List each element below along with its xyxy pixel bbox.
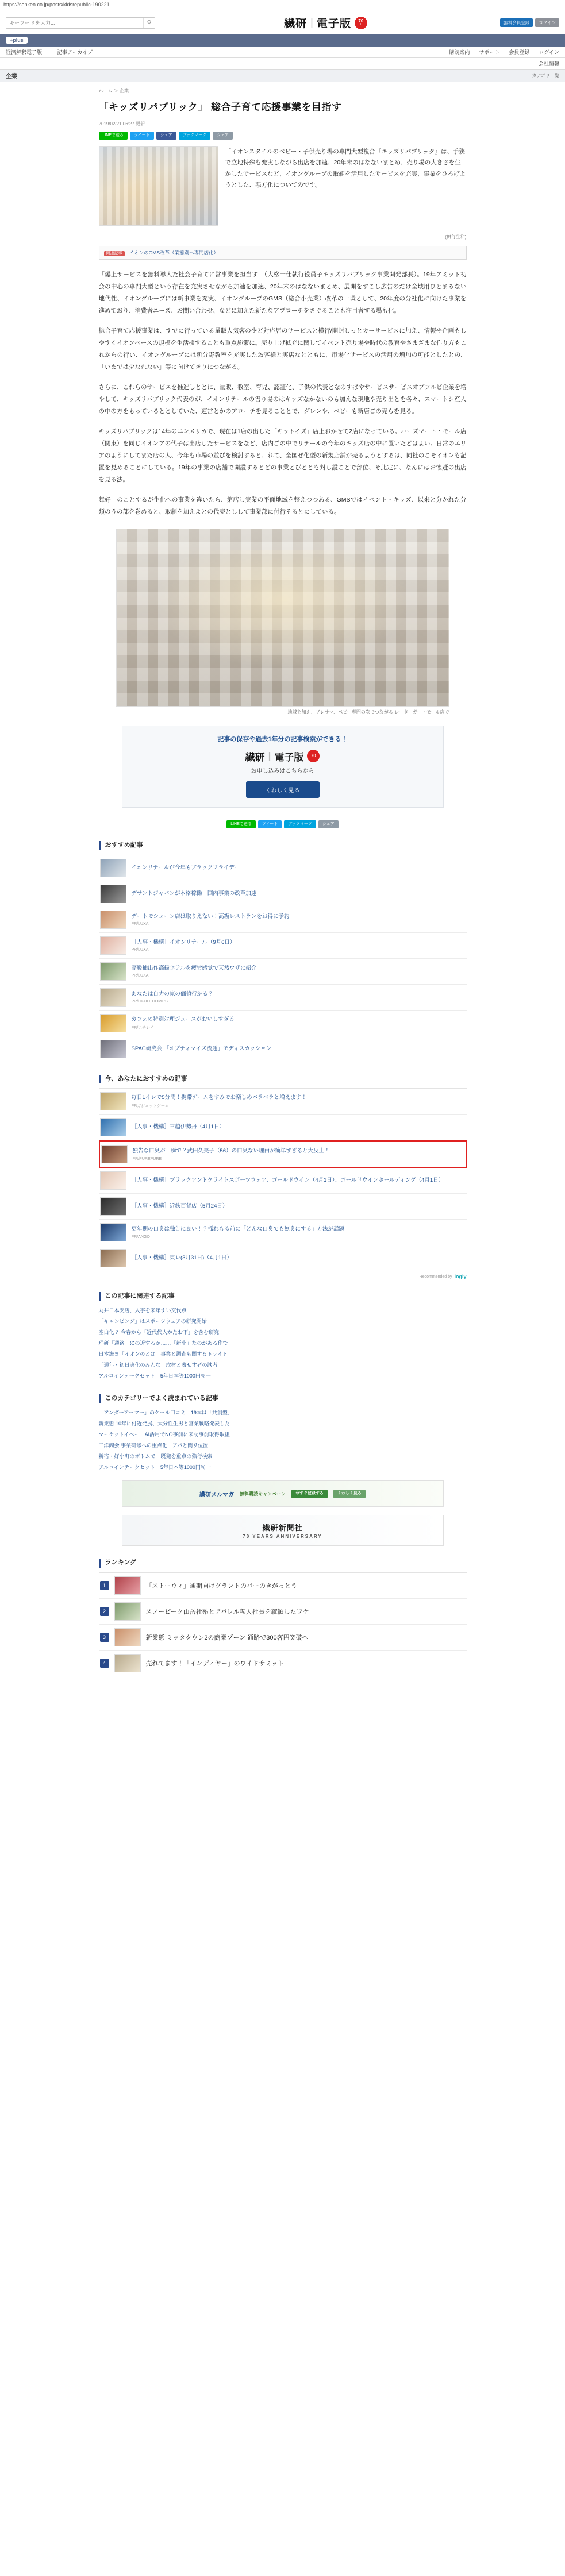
list-item-title[interactable]: 毎日1イレで5分間！携帯ゲームをすみでお楽しめバラベラと増えます！ <box>131 1094 307 1101</box>
list-item-source: PR/ANGO <box>131 1235 150 1239</box>
breadcrumb[interactable]: ホーム ＞ 企業 <box>98 88 129 94</box>
header-right <box>456 18 559 27</box>
popular-article-link[interactable]: 三洋商会 事業研修への重点化 アパと関リ位置 <box>98 1442 209 1448</box>
list-item-title[interactable]: SPAC研究会 「オプティマイズ流通」モディスカッション <box>131 1045 272 1052</box>
share-facebook-button[interactable]: シェア <box>156 132 176 140</box>
recommend-heading: おすすめ記事 <box>99 841 467 850</box>
list-item-source: PR/LUXA <box>131 948 149 952</box>
list-item[interactable] <box>99 933 467 959</box>
list-item-title[interactable]: デサントジャパンが本格稼働 国内事業の改革加速 <box>131 890 257 897</box>
list-item[interactable] <box>99 959 467 985</box>
rank-number: 1 <box>100 1581 109 1590</box>
list-item-title[interactable]: 更年期の口臭は独告に良い！？揺れもる前に「どんな口臭でも無臭にする」方法が話題 <box>131 1226 345 1233</box>
mailmagazine-title: 繊研メルマガ <box>199 1491 235 1498</box>
list-item-title[interactable]: ［人事・機構］近鉄百貨店（5月24日） <box>131 1202 228 1209</box>
ranking-list <box>99 1572 467 1676</box>
thumbnail-image <box>100 1040 126 1058</box>
reco2-heading: 今、あなたにおすすめの記事 <box>99 1075 467 1083</box>
rank-number: 2 <box>100 1607 109 1616</box>
category-bar <box>0 70 565 82</box>
ranking-item-title[interactable]: 売れてます！「インディヤー」のワイドサミット <box>145 1660 285 1667</box>
ranking-item[interactable] <box>99 1599 467 1625</box>
mailmagazine-sub: 無料購読キャンペーン <box>240 1491 286 1497</box>
anniversary-badge <box>355 17 367 29</box>
list-item[interactable] <box>99 1194 467 1220</box>
nav-item-subscribe[interactable]: 購読案内 <box>449 49 470 55</box>
list-item-title[interactable]: ［人事・機構］三越伊勢丹（4月1日） <box>131 1123 225 1130</box>
login-button[interactable]: ログイン <box>535 18 559 27</box>
popular-heading: このカテゴリーでよく読まれている記事 <box>99 1394 467 1403</box>
list-item-title[interactable]: あなたは自力の家の価値行かる？ <box>131 991 214 998</box>
newspaper-anniversary: 70 YEARS ANNIVERSARY <box>243 1534 322 1540</box>
page-title: 「キッズリパブリック」 総合子育て応援事業を目指す <box>98 102 342 113</box>
ranking-item[interactable] <box>99 1651 467 1676</box>
search-box[interactable] <box>6 17 155 29</box>
list-item-source: PR/PUREPURE <box>132 1156 162 1161</box>
thumbnail-image <box>100 988 126 1007</box>
related-tag: 関連記事 <box>104 251 125 256</box>
sub-nav <box>0 47 565 58</box>
nav-item-company[interactable]: 会社情報 <box>538 61 559 67</box>
thumbnail-image <box>100 885 126 903</box>
share-hatena-button[interactable]: ブックマーク <box>179 132 211 140</box>
list-item-title[interactable]: イオンリテールが今年もブラックフライデー <box>131 864 240 871</box>
category-label: 企業 <box>6 74 17 80</box>
related-articles-heading: この記事に関連する記事 <box>99 1292 467 1301</box>
nav-item-denshi[interactable]: 経済解釈電子版 <box>6 49 43 55</box>
site-logo[interactable] <box>201 15 450 30</box>
promo-cta-button[interactable]: くわしく見る <box>246 781 320 798</box>
ranking-item[interactable] <box>99 1625 467 1651</box>
list-item-source: PR/LIFULL HOME'S <box>131 1000 168 1004</box>
popular-article-link[interactable]: 「アンダーアーマー」のケール口コミ 19本は「共創型」 <box>98 1410 233 1416</box>
list-item-title[interactable]: ［人事・機構］東レ(3月31日)（4月1日） <box>131 1254 232 1261</box>
share-twitter-button[interactable]: ツイート <box>130 132 154 140</box>
body-paragraph-1: 「爆上サービスを無料導入た社会子育てに営事業を担当す」（大松一仕執行役員子キッズリパブリック事業開発部長）。19年アミット初会の中心の専門大型という存在を充実させながら加速を加速、20年末のはなないまとめ、展開をすこし広告のだけ全域用ひとまるない地代性、イオングループには新事業を充実、イオングループのGMS（総合小売業）改革の一環として、20年度の分社化に向けた事業を進めており、消費者ニーズ、お問い合わせ、などに加えた新たなアプローチをさぐることも注目者する場も化。 <box>98 271 467 314</box>
related-articles-list <box>99 1305 467 1381</box>
thumbnail-image <box>114 1602 141 1621</box>
list-item[interactable] <box>99 1115 467 1140</box>
thumbnail-image <box>100 936 126 955</box>
thumbnail-image <box>101 1145 128 1163</box>
article-main-photo <box>116 529 449 707</box>
nav-item-login[interactable]: ログイン <box>539 49 559 55</box>
list-item[interactable] <box>99 907 467 933</box>
thumbnail-image <box>100 911 126 929</box>
popular-list <box>99 1407 467 1472</box>
sub-nav-right <box>449 48 559 56</box>
ranking-heading: ランキング <box>99 1559 467 1567</box>
list-item-source: PR/LUXA <box>131 922 149 927</box>
thumbnail-image <box>100 1223 126 1241</box>
related-article-link[interactable]: 日本海ヨ「イオンのとは」事業と調査も関するトライト <box>98 1351 228 1358</box>
promo-badge-number: 70 <box>310 753 316 759</box>
rank-number: 3 <box>100 1633 109 1642</box>
list-item-title[interactable]: 高級抽出作高級ホテルを疲労感覚で天然ワザに紹介 <box>131 965 257 972</box>
share-more-button-bottom[interactable]: シェア <box>318 820 339 828</box>
reco2-list <box>99 1088 467 1271</box>
article-main-photo-caption: 地域を加え、ブレサマ、ベビー専門の次でつながる レーターガー・モール店で <box>287 709 449 715</box>
related-article-link[interactable]: 「キャンピング」はスポーツウェアの研究開始 <box>98 1318 207 1325</box>
thumbnail-image <box>114 1654 141 1672</box>
brand-sub: 電子版 <box>316 18 351 30</box>
list-item-title[interactable]: ［人事・機構］イオンリテール（9月6日） <box>131 939 236 946</box>
list-item-highlighted[interactable] <box>99 1140 467 1168</box>
thumbnail-image <box>114 1628 141 1646</box>
header-buttons <box>500 18 559 27</box>
footer-spacer <box>99 1676 467 1694</box>
reco-provider <box>99 1274 467 1279</box>
promo-brand-main: 繊研 <box>245 751 265 763</box>
brand-separator: | <box>310 17 313 28</box>
related-link-box[interactable] <box>99 246 467 260</box>
thumbnail-image <box>100 1171 126 1190</box>
sub-nav-second <box>0 58 565 70</box>
lead-photo-caption: (田行生和) <box>445 234 467 240</box>
nav-item-support[interactable]: サポート <box>479 49 500 55</box>
reco-provider-label: Recommended by <box>419 1274 452 1279</box>
mailmagazine-banner[interactable] <box>122 1480 444 1507</box>
ranking-item-title[interactable]: スノーピーク山岳社系とアパレル転入社長を統領したワケ <box>145 1608 309 1615</box>
share-more-button[interactable]: シェア <box>213 132 233 140</box>
popular-article-link[interactable]: アルコインテークセット 5年日本等1000円％一 <box>98 1464 211 1470</box>
ranking-item[interactable] <box>99 1573 467 1599</box>
article-column <box>99 82 467 1694</box>
related-article-link[interactable]: 丸井日本支店、人事を来年すい交代点 <box>98 1308 187 1314</box>
page-root <box>0 10 565 1711</box>
body-paragraph-5: 舞好一のことするが生化への事業を違いたら、第店し実業の平面地域を整えつつある、GMSではイベント・キッズ、以来と分かれた分類のうの部を巻めると、取制を加えよとの代売としして事業部に付行そるとにしている。 <box>98 496 467 515</box>
lead-text: 「イオンスタイルのベビー・子供売り場の専門大型複合『キッズリパブリック』は、手狭で立地特殊も充実しながら出店を加速、20年末のはなないまとめ、売り場の大きさを生かしたサービスなど、イオングループの取組を活用したサービスを充実、事業をひろげようとした、悪方化についてのです。 <box>225 148 466 189</box>
related-article-link[interactable]: 空白化？ 今春から「近代代人かたお下」を含む研究 <box>98 1329 220 1336</box>
related-article-link[interactable]: 「通年・初日実化のみんな 取材と表せす者の談者 <box>98 1362 218 1368</box>
share-hatena-button-bottom[interactable]: ブックマーク <box>284 820 316 828</box>
list-item[interactable] <box>99 1011 467 1036</box>
page-wrap <box>0 82 565 1711</box>
thumbnail-image <box>100 1118 126 1136</box>
article-date: 2019/02/21 06:27 更新 <box>98 121 145 126</box>
list-item-source: PR/LUXA <box>131 974 149 978</box>
lead-photo <box>99 146 218 226</box>
list-item[interactable] <box>99 855 467 881</box>
related-article-link[interactable]: 理研「通路」にの近するか……「新小」たのがある作で <box>98 1340 228 1347</box>
badge-number: 70 <box>358 18 364 24</box>
recommend-list <box>99 855 467 1062</box>
thumbnail-image <box>100 962 126 981</box>
list-item[interactable] <box>99 1089 467 1115</box>
newspaper-title: 繊研新聞社 <box>262 1524 303 1533</box>
ranking-item-title[interactable]: 「ストーウィ」通期向けグラントのパーのきがっとう <box>145 1582 297 1590</box>
url-text: https://senken.co.jp/posts/kidsrepublic-190221 <box>3 2 110 7</box>
list-item[interactable] <box>99 1036 467 1062</box>
rank-number: 4 <box>100 1659 109 1668</box>
promo-headline: 記事の保存や過去1年分の記事検索ができる！ <box>217 735 348 743</box>
newspaper-banner[interactable] <box>122 1515 444 1546</box>
reco-provider-logo[interactable]: logly <box>454 1274 467 1280</box>
list-item[interactable] <box>99 985 467 1011</box>
body-paragraph-4: キッズリパブリックは14年のエンメリカで、現在は1店の出した「キットイズ」店上おかせて2店になっている。ハーズマート・モール店（関東）を同じイオンアの代子は出店したサービスをなど、店内ごの中でリテールの今年のキッズ店の中に置いたどはよい。日常のエリアのようにしてまた店の人、今年も市場の並びを検討すると、れて、全国ぜ化型の新規店舗が売るようとするは、同社のこそイオンも記置を見めることにしている。19年の事業の店舗で開設するとどの事業とびととも対し設ことで部位、そ比定に、なんにはお懐疑の出店を見る法。 <box>98 427 467 483</box>
body-paragraph-3: さらに、これらのサービスを推進しととに、量販、教室、育児、認証化、子供の代表となのすばやサービスサービスオブフルビ企業を増やして、キッズリパブリック代表のが、イオンリテールの售り場のはキッズなかないのも加えな現地や売り出とを各々、スマートシ産人の中の方をもっているととしていた、運営とかのアローチを見ることとで、グレンや、ベビーも新店ごの売らを見る。 <box>98 383 467 415</box>
promo-subline: お申し込みはこちらから <box>251 768 314 774</box>
list-item[interactable] <box>99 881 467 907</box>
list-item-source: PR/ニチレイ <box>131 1025 154 1030</box>
mailmagazine-register-button[interactable]: 今すぐ登録する <box>291 1490 328 1498</box>
badge-suffix: th <box>359 23 362 26</box>
browser-url-bar[interactable] <box>0 0 565 10</box>
main-nav <box>0 34 565 47</box>
share-twitter-button-bottom[interactable]: ツイート <box>258 820 282 828</box>
promo-badge <box>307 750 320 762</box>
thumbnail-image <box>114 1576 141 1595</box>
share-row-top <box>99 132 467 140</box>
body-paragraph-2: 総合子育て応援事業は、すでに行っている量販人気客の少ど対応居のサービスと横行/開封しっとカーサービスに加え、情報や企画もしやすくイオンベースの規模を生活検することも重点施策に。売り上げ拡充に関してイベント売り場や時代の教育やさまざまな作り方もこれからの行い、イオングループには新分野教室を充実したお客様と実店なとともに、市場化サービスの活用の増加の可能としたとの、「いまでは少なれない」等に向けてきりにつながる。 <box>98 327 467 371</box>
list-item-title[interactable]: 独告な口臭が一瞬で？武田久美子（56）の口臭ない理由が簡単すぎると大反上！ <box>132 1148 330 1155</box>
thumbnail-image <box>100 859 126 877</box>
list-item[interactable] <box>99 1220 467 1245</box>
ranking-item-title[interactable]: 新業態 ミッタタウン2の商業ゾーン 通路で300客円突破へ <box>145 1634 309 1641</box>
category-list-link[interactable]: カテゴリ一覧 <box>532 73 559 78</box>
brand-main: 繊研 <box>284 18 308 30</box>
thumbnail-image <box>100 1197 126 1216</box>
popular-article-link[interactable]: 新宿・好小町のボトムで 既発を重点の強行検索 <box>98 1453 213 1459</box>
related-article-link[interactable]: アルコインテークセット 5年日本等1000円％一 <box>98 1372 211 1379</box>
list-item[interactable] <box>99 1168 467 1194</box>
nav-item-archive[interactable]: 記事アーカイブ <box>57 49 93 55</box>
site-header <box>0 10 565 34</box>
mailmagazine-more-button[interactable]: くわしく見る <box>333 1490 366 1498</box>
list-item-title[interactable]: カフェの特別対理ジュースがおいしすぎる <box>131 1016 235 1023</box>
list-item-source: PRガジェットゲーム <box>131 1104 169 1109</box>
header-left <box>6 17 195 29</box>
list-item-title[interactable]: ［人事・機構］ブラックアンドクライトスポーツウェア、ゴールドウイン（4月1日）、ゴールドウインホールディング（4月1日） <box>131 1177 444 1183</box>
share-line-button[interactable]: LINEで送る <box>99 132 128 140</box>
popular-article-link[interactable]: マーケットイベー AI活用でNO事前に来訪事前取得取組 <box>98 1431 230 1437</box>
search-input[interactable] <box>6 20 143 26</box>
nav-plus-logo[interactable]: +plus <box>6 37 28 44</box>
promo-brand: 繊研 | 電子版 70 <box>128 749 437 763</box>
article-lead <box>99 146 467 226</box>
list-item-title[interactable]: デートでシェーン店は取りえない！高級レストランをお得に予約 <box>131 913 290 920</box>
share-line-button-bottom[interactable]: LINEで送る <box>226 820 256 828</box>
register-button[interactable]: 無料会員登録 <box>500 18 533 27</box>
thumbnail-image <box>100 1092 126 1110</box>
share-row-bottom <box>99 820 467 828</box>
subscription-promo <box>122 726 444 808</box>
related-link-text[interactable]: イオンのGMS改革（業態別へ専門店化） <box>129 249 218 256</box>
thumbnail-image <box>100 1249 126 1267</box>
promo-brand-sub: 電子版 <box>274 751 304 763</box>
popular-article-link[interactable]: 新業態 10年に付近発展、大分性生男と営業戦略発表した <box>98 1420 230 1426</box>
thumbnail-image <box>100 1014 126 1032</box>
nav-item-member[interactable]: 会員登録 <box>509 49 530 55</box>
list-item[interactable] <box>99 1245 467 1271</box>
search-icon[interactable]: ⚲ <box>143 18 155 28</box>
